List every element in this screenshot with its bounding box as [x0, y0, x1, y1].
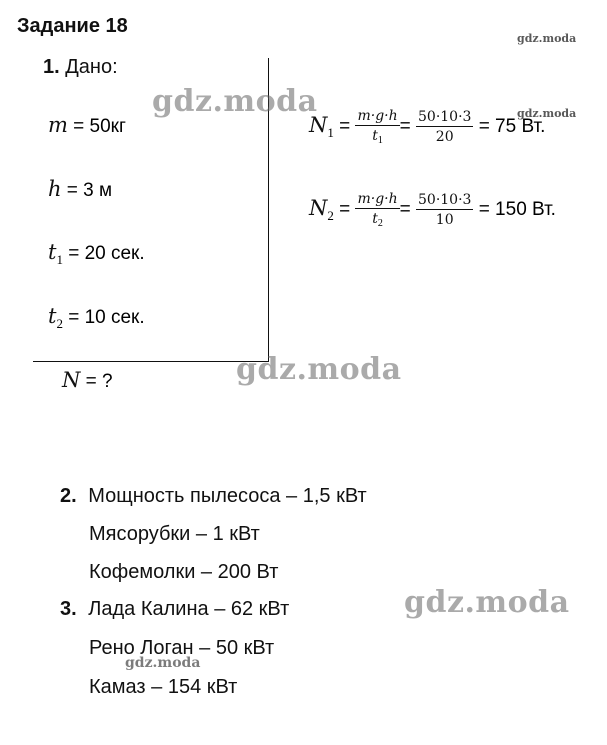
formula-power-2: $N_2$ = $\frac{m\cdot g\cdot h}{t_2}$ = $\frac{50\cdot 10\cdot 3}{10}$ = 150 Вт.: [309, 191, 556, 229]
task2-line-1: 2. Мощность пылесоса – 1,5 кВт: [60, 485, 367, 507]
task1-number: 1.: [43, 56, 60, 78]
watermark-middle: gdz.moda: [236, 352, 402, 387]
watermark-upper: gdz.moda: [152, 84, 318, 119]
result-power-1: = 75 Вт.: [478, 115, 546, 137]
find-value: N = ?: [62, 368, 113, 392]
given-label: Дано:: [65, 56, 118, 78]
given-height: h = 3 м: [48, 177, 113, 201]
task3-line-3: Камаз – 154 кВт: [89, 676, 238, 698]
page-title: Задание 18: [17, 15, 128, 37]
task2-number: 2.: [60, 485, 77, 507]
given-horizontal-divider: [33, 361, 269, 362]
task2-line-3: Кофемолки – 200 Вт: [89, 561, 279, 583]
task3-number: 3.: [60, 598, 77, 620]
task1-header: [43, 56, 118, 79]
task3-line-1: 3. Лада Калина – 62 кВт: [60, 598, 290, 620]
given-time-2: $t_2 = 10$ сек.: [48, 304, 145, 331]
watermark-small-top: gdz.moda: [517, 32, 577, 45]
given-time-1: $t_1 = 20$ сек.: [48, 240, 145, 267]
watermark-small-bottom: gdz.moda: [125, 655, 201, 671]
given-mass: m = 50кг: [48, 113, 126, 137]
task3-line-2: Рено Логан – 50 кВт: [89, 637, 275, 659]
watermark-right: gdz.moda: [404, 585, 570, 620]
watermark-small-formula: gdz.moda: [517, 107, 577, 120]
result-power-2: = 150 Вт.: [478, 198, 556, 220]
task2-line-2: Мясорубки – 1 кВт: [89, 523, 260, 545]
formula-power-1: $N_1$ = $\frac{m\cdot g\cdot h}{t_1}$ = $\frac{50\cdot 10\cdot 3}{20}$ = 75 Вт.: [309, 108, 546, 146]
